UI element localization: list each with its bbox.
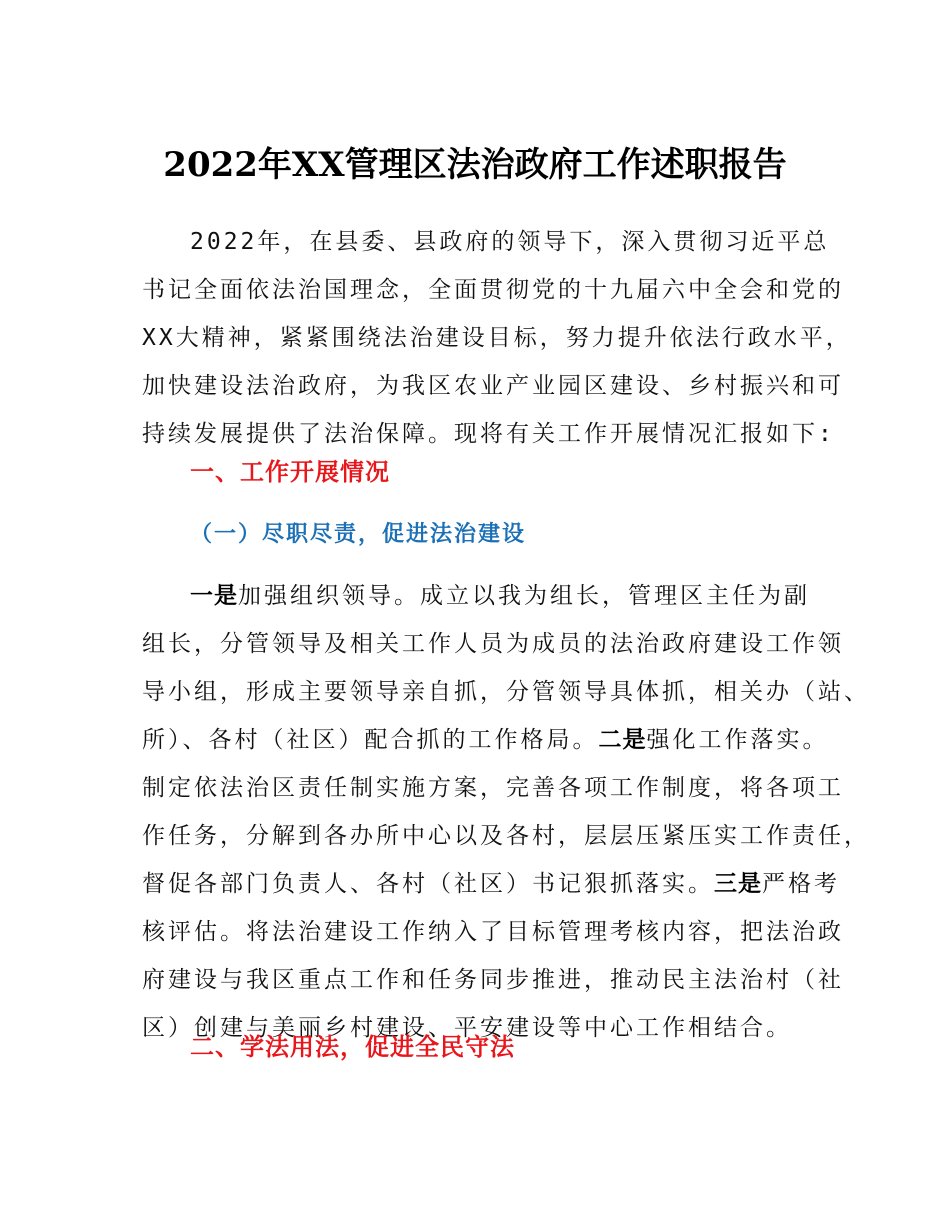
para-line: [142, 572, 814, 620]
lead-phrase-third: 三是: [714, 871, 762, 897]
intro-line: 书记全面依法治国理念，全面贯彻党的十九届六中全会和党的: [142, 277, 844, 303]
para-text: 严格考: [762, 871, 840, 897]
para-line: 导小组，形成主要领导亲自抓，分管领导具体抓，相关办（站、: [142, 679, 870, 705]
lead-phrase-second: 二是: [598, 727, 647, 753]
para-text: 所）、各村（社区）配合抓的工作格局。: [142, 727, 599, 753]
para-line: [142, 716, 829, 764]
para-line: 区）创建与美丽乡村建设、平安建设等中心工作相结合。: [142, 1015, 792, 1041]
para-text: 加强组织领导。成立以我为组长，管理区主任为副: [238, 583, 810, 609]
section1-paragraph: [142, 572, 870, 1052]
intro-paragraph: [142, 218, 852, 458]
lead-phrase-first: 一是: [190, 583, 238, 609]
para-line: 作任务，分解到各办所中心以及各村，层层压紧压实工作责任，: [142, 823, 870, 849]
section-heading-work-progress: 一、工作开展情况: [190, 458, 390, 486]
intro-line: 2022年，在县委、县政府的领导下，深入贯彻习近平总: [190, 229, 830, 255]
intro-line: 持续发展提供了法治保障。现将有关工作开展情况汇报如下:: [142, 421, 835, 447]
section-heading-law-study: 二、学法用法，促进全民守法: [190, 1033, 515, 1061]
para-line: 府建设与我区重点工作和任务同步推进，推动民主法治村（社: [142, 967, 844, 993]
intro-line: XX大精神，紧紧围绕法治建设目标，努力提升依法行政水平，: [142, 325, 852, 351]
para-line: 组长，分管领导及相关工作人员为成员的法治政府建设工作领: [142, 631, 844, 657]
intro-line: 加快建设法治政府，为我区农业产业园区建设、乡村振兴和可: [142, 373, 844, 399]
para-text: 强化工作落实。: [646, 727, 829, 753]
subsection-heading-rule-of-law: （一）尽职尽责，促进法治建设: [190, 521, 527, 547]
para-line: [142, 860, 840, 908]
para-text: 督促各部门负责人、各村（社区）书记狠抓落实。: [142, 871, 714, 897]
para-line: 核评估。将法治建设工作纳入了目标管理考核内容，把法治政: [142, 919, 844, 945]
document-title: 2022年XX管理区法治政府工作述职报告: [163, 145, 787, 185]
para-line: 制定依法治区责任制实施方案，完善各项工作制度，将各项工: [142, 775, 844, 801]
